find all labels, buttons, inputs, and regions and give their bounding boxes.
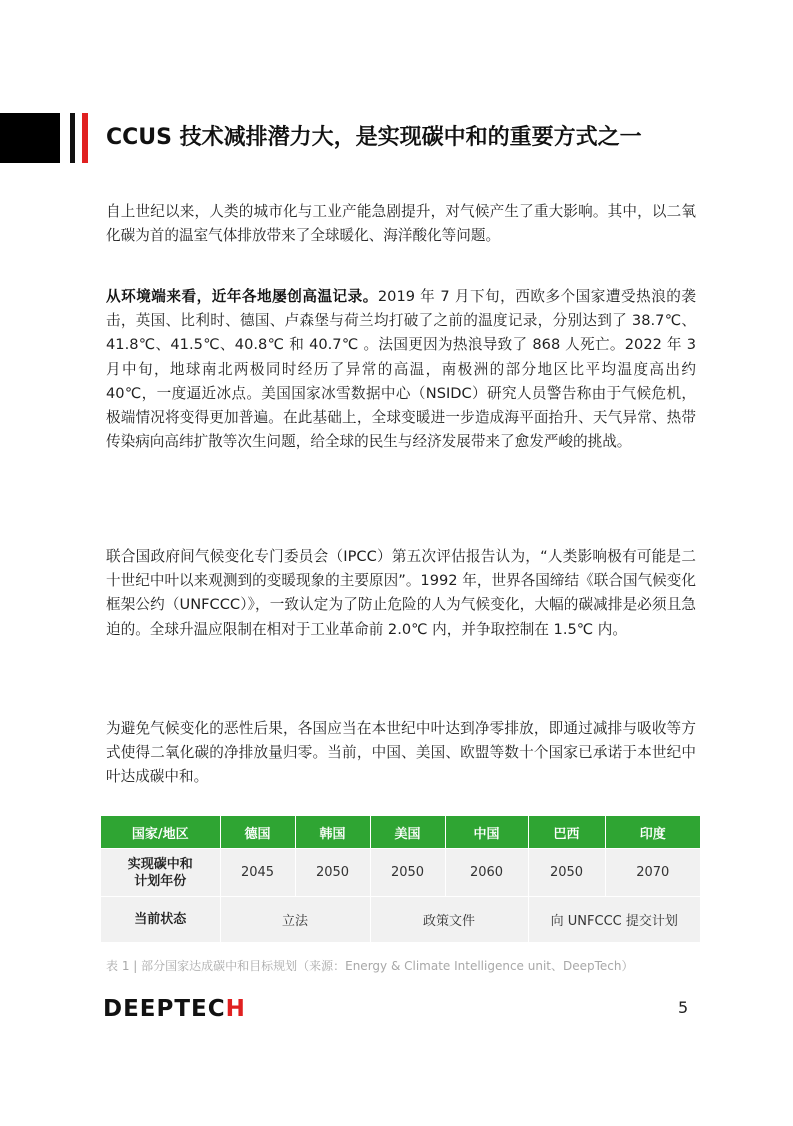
- row-label-line: 实现碳中和: [127, 856, 193, 872]
- header-black-block: [0, 113, 60, 163]
- table-header-cell: 韩国: [295, 816, 370, 849]
- table-header-cell: 国家/地区: [101, 816, 220, 849]
- table-cell: 向 UNFCCC 提交计划: [528, 897, 700, 943]
- deeptech-logo: [103, 996, 246, 1022]
- header-black-bar: [70, 113, 75, 163]
- table-caption: 表 1 | 部分国家达成碳中和目标规划（来源：Energy & Climate Intelligence unit、DeepTech）: [106, 959, 634, 973]
- table-row: [101, 897, 700, 943]
- row-label-line: 计划年份: [134, 873, 187, 889]
- table-cell: 2050: [370, 849, 445, 897]
- table-row-label: [101, 849, 220, 897]
- table-cell: 立法: [220, 897, 370, 943]
- logo-text: DEEPTEC: [103, 996, 226, 1022]
- table-cell: 2050: [528, 849, 605, 897]
- table-header-row: [101, 816, 700, 849]
- carbon-neutral-table: [101, 816, 700, 942]
- logo-accent-letter: H: [225, 996, 246, 1022]
- table-header-cell: 中国: [445, 816, 528, 849]
- table-row-label: 当前状态: [101, 897, 220, 943]
- paragraph-intro: 自上世纪以来，人类的城市化与工业产能急剧提升，对气候产生了重大影响。其中，以二氧化碳为首的温室气体排放带来了全球暖化、海洋酸化等问题。: [106, 203, 696, 245]
- table-header-cell: 印度: [605, 816, 700, 849]
- section-title: CCUS 技术减排潜力大，是实现碳中和的重要方式之一: [106, 125, 642, 150]
- table-cell: 政策文件: [370, 897, 528, 943]
- table-cell: 2070: [605, 849, 700, 897]
- table-cell: 2045: [220, 849, 295, 897]
- table-row: [101, 849, 700, 897]
- paragraph-environment: [106, 285, 696, 454]
- table-cell: 2060: [445, 849, 528, 897]
- table-cell: 2050: [295, 849, 370, 897]
- paragraph-environment-text: 2019 年 7 月下旬，西欧多个国家遭受热浪的袭击，英国、比利时、德国、卢森堡与荷兰均打破了之前的温度记录，分别达到了 38.7℃、41.8℃、41.5℃、40.8℃ 和 40.7℃ 。法国更因为热浪导致了 868 人死亡。2022 年 3 月中旬，地球南北两极同时经历了异常的高温，南极洲的部分地区比平均温度高出约 40℃，一度逼近冰点。美国国家冰雪数据中心（NSIDC）研究人员警告称由于气候危机，极端情况将变得更加普遍。在此基础上，全球变暖进一步造成海平面抬升、天气异常、热带传染病向高纬扩散等次生问题，给全球的民生与经济发展带来了愈发严峻的挑战。: [106, 288, 696, 451]
- page-number: 5: [678, 998, 689, 1017]
- table-header-cell: 德国: [220, 816, 295, 849]
- header-red-bar: [82, 113, 88, 163]
- paragraph-ipcc: 联合国政府间气候变化专门委员会（IPCC）第五次评估报告认为，“人类影响极有可能是二十世纪中叶以来观测到的变暖现象的主要原因”。1992 年，世界各国缔结《联合国气候变化框架公约（UNFCCC）》，一致认定为了防止危险的人为气候变化，大幅的碳减排是必须且急迫的。全球升温应限制在相对于工业革命前 2.0℃ 内，并争取控制在 1.5℃ 内。: [106, 548, 696, 638]
- paragraph-net-zero: 为避免气候变化的恶性后果，各国应当在本世纪中叶达到净零排放，即通过减排与吸收等方式使得二氧化碳的净排放量归零。当前，中国、美国、欧盟等数十个国家已承诺于本世纪中叶达成碳中和。: [106, 720, 696, 786]
- paragraph-lead-bold: 从环境端来看，近年各地屡创高温记录。: [106, 288, 378, 305]
- table-header-cell: 巴西: [528, 816, 605, 849]
- table-header-cell: 美国: [370, 816, 445, 849]
